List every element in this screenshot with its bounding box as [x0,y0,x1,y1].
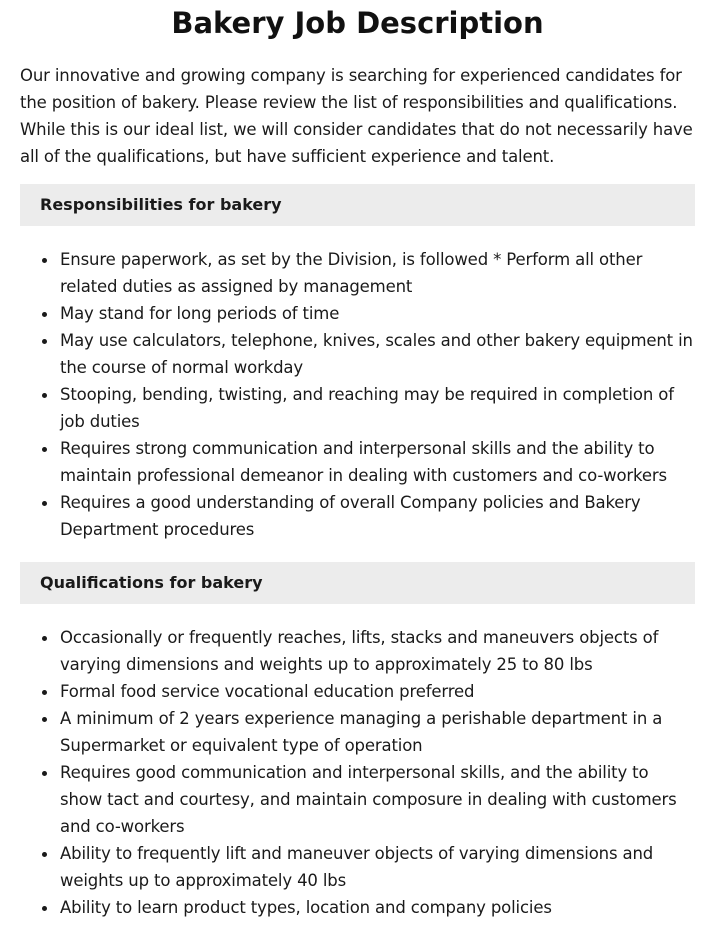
responsibility-item: May stand for long periods of time [20,300,695,327]
qualification-item: Requires good communication and interpersonal skills, and the ability to show tact and courtesy, and maintain composure in dealing with customers and co-workers [20,759,695,840]
qualification-item: A minimum of 2 years experience managing a perishable department in a Supermarket or equivalent type of operation [20,705,695,759]
responsibility-item: Stooping, bending, twisting, and reaching may be required in completion of job duties [20,381,695,435]
responsibilities-heading: Responsibilities for bakery [20,184,695,226]
responsibility-item: Requires a good understanding of overall Company policies and Bakery Department procedures [20,489,695,543]
qualification-item: Ability to learn product types, location and company policies [20,894,695,921]
responsibilities-list [20,246,695,543]
qualification-item: Occasionally or frequently reaches, lifts, stacks and maneuvers objects of varying dimensions and weights up to approximately 25 to 80 lbs [20,624,695,678]
qualification-item: Formal food service vocational education preferred [20,678,695,705]
intro-paragraph: Our innovative and growing company is searching for experienced candidates for the position of bakery. Please review the list of responsibilities and qualifications. While this is our ideal list, we will consider candidates that do not necessarily have all of the qualifications, but have sufficient experience and talent. [20,66,693,166]
page-title: Bakery Job Description [171,6,544,40]
qualifications-heading: Qualifications for bakery [20,562,695,604]
responsibility-item: Ensure paperwork, as set by the Division, is followed * Perform all other related duties as assigned by management [20,246,695,300]
qualifications-list [20,624,695,921]
responsibility-item: May use calculators, telephone, knives, scales and other bakery equipment in the course of normal workday [20,327,695,381]
responsibility-item: Requires strong communication and interpersonal skills and the ability to maintain professional demeanor in dealing with customers and co-workers [20,435,695,489]
qualification-item: Ability to frequently lift and maneuver objects of varying dimensions and weights up to approximately 40 lbs [20,840,695,894]
